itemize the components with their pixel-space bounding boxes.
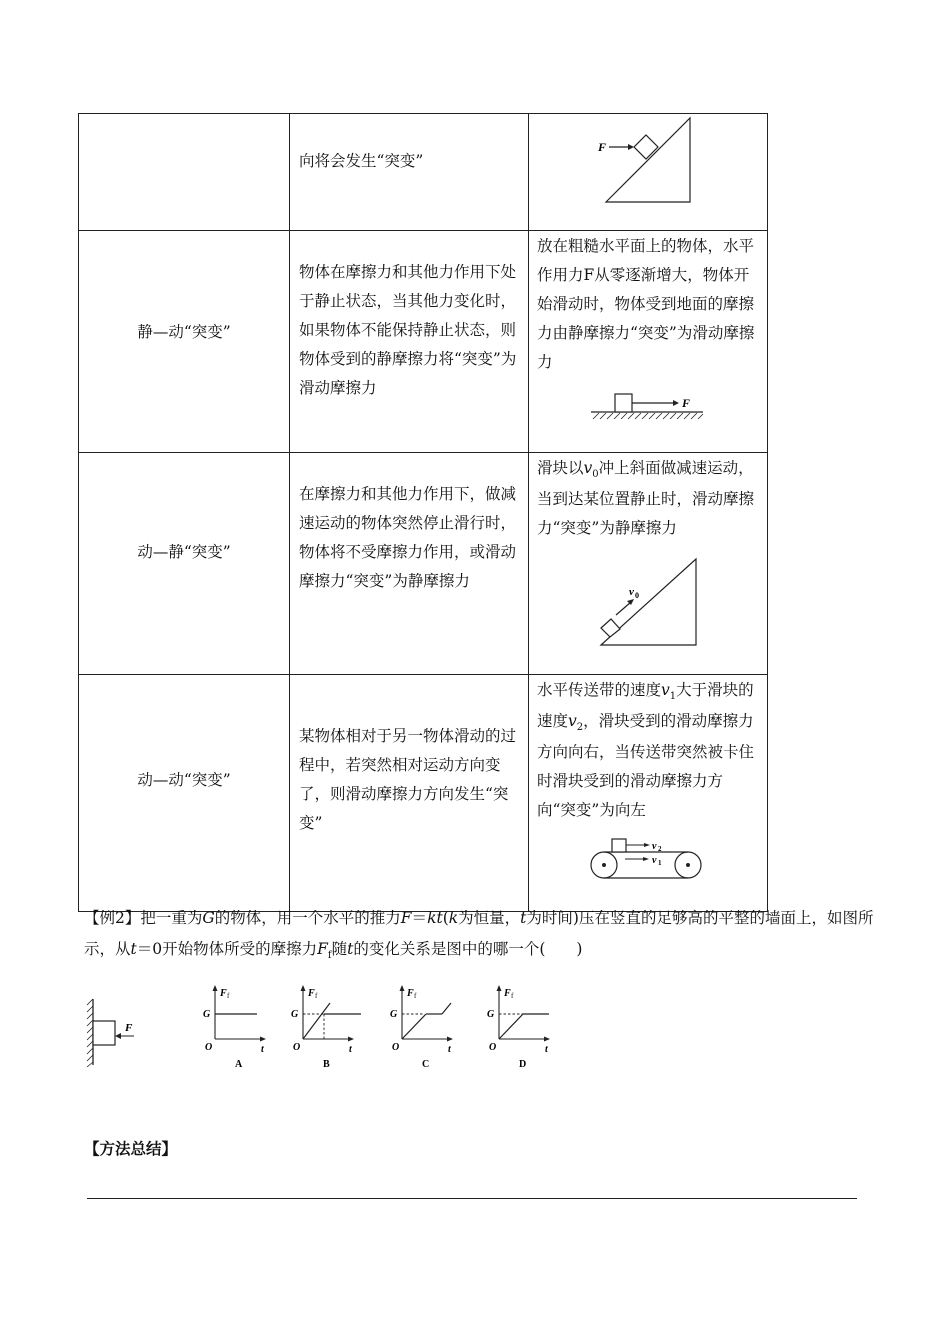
friction-jump-table: [78, 113, 768, 912]
velocity-label: v: [652, 841, 657, 852]
row-example-cell: [529, 114, 768, 231]
block-shape: [93, 1021, 115, 1045]
wall-push-figure: [86, 997, 146, 1069]
incline-push-figure: [589, 116, 729, 204]
conveyor-belt-figure: [587, 835, 717, 887]
row-label-cell: [79, 114, 290, 231]
example-2-text: 【例2】把一重为G的物体，用一个水平的推力F＝kt(k为恒量，t为时间)压在竖直的足够高的平整的墙面上，如图所示，从t＝0开始物体所受的摩擦力$F_f$随t的变化关系是图中的哪一个( ): [84, 909, 874, 961]
svg-text:O: O: [205, 1042, 213, 1053]
method-summary-title: 【方法总结】: [84, 1140, 178, 1158]
block-shape: [634, 135, 658, 159]
svg-text:G: G: [291, 1009, 299, 1020]
svg-text:2: 2: [658, 845, 662, 853]
svg-text:F: F: [504, 988, 511, 999]
option-label: C: [422, 1059, 430, 1069]
velocity-label: v: [652, 855, 657, 866]
table-row: [79, 231, 768, 453]
force-label: F: [598, 140, 607, 154]
row-example-cell: [529, 453, 768, 675]
svg-text:F: F: [220, 988, 227, 999]
svg-text:G: G: [203, 1009, 211, 1020]
svg-text:G: G: [390, 1009, 398, 1020]
row-label-cell: [79, 231, 290, 453]
row-description-cell: [290, 453, 529, 675]
answer-line[interactable]: [87, 1198, 857, 1199]
row-label-cell: [79, 675, 290, 912]
velocity-label: v: [629, 586, 634, 598]
block-shape: [612, 839, 626, 852]
option-label: B: [323, 1059, 330, 1069]
svg-text:G: G: [487, 1009, 495, 1020]
svg-text:O: O: [293, 1042, 301, 1053]
graph-option-c: [386, 983, 466, 1069]
svg-text:f: f: [227, 992, 230, 1000]
block-on-ground-figure: [591, 386, 721, 426]
svg-text:f: f: [511, 992, 514, 1000]
row-description-cell: [290, 114, 529, 231]
table-row: [79, 453, 768, 675]
svg-text:1: 1: [658, 859, 662, 867]
block-up-incline-figure: [591, 553, 721, 649]
row-description: 在摩擦力和其他力作用下，做减速运动的物体突然停止滑行时，物体将不受摩擦力作用，或滑动摩擦力“突变”为静摩擦力: [299, 485, 517, 590]
svg-text:F: F: [308, 988, 315, 999]
svg-text:f: f: [315, 992, 318, 1000]
svg-text:O: O: [489, 1042, 497, 1053]
row-description: 向将会发生“突变”: [299, 152, 424, 170]
row-description-cell: [290, 675, 529, 912]
graph-option-b: [287, 983, 367, 1069]
table-row: [79, 114, 768, 231]
row-label: 静—动“突变”: [137, 323, 231, 341]
row-example-cell: [529, 231, 768, 453]
row-example: 水平传送带的速度$v_1$大于滑块的速度$v_2$，滑块受到的滑动摩擦力方向向右，当传送带突然被卡住时滑块受到的滑动摩擦力方向“突变”为向左: [537, 681, 755, 819]
graph-option-a: [199, 983, 279, 1069]
block-shape: [615, 394, 632, 412]
svg-text:t: t: [349, 1044, 352, 1055]
svg-text:t: t: [261, 1044, 264, 1055]
svg-text:O: O: [392, 1042, 400, 1053]
row-label: 动—静“突变”: [137, 543, 231, 561]
svg-text:t: t: [448, 1044, 451, 1055]
option-label: A: [235, 1059, 243, 1069]
row-description: 某物体相对于另一物体滑动的过程中，若突然相对运动方向变了，则滑动摩擦力方向发生“突变”: [299, 727, 517, 832]
svg-text:f: f: [414, 992, 417, 1000]
svg-text:t: t: [545, 1044, 548, 1055]
graph-option-d: [483, 983, 563, 1069]
row-label: 动—动“突变”: [137, 771, 231, 789]
table-row: [79, 675, 768, 912]
row-example: 滑块以$v_0$冲上斜面做减速运动，当到达某位置静止时，滑动摩擦力“突变”为静摩擦力: [537, 459, 755, 537]
svg-text:0: 0: [635, 591, 639, 600]
row-description: 物体在摩擦力和其他力作用下处于静止状态，当其他力变化时，如果物体不能保持静止状态，则物体受到的静摩擦力将“突变”为滑动摩擦力: [299, 263, 517, 397]
svg-text:F: F: [407, 988, 414, 999]
block-shape: [601, 619, 620, 637]
force-label: F: [682, 396, 691, 410]
force-label: F: [125, 1022, 133, 1034]
option-label: D: [519, 1059, 527, 1069]
row-example-cell: [529, 675, 768, 912]
row-description-cell: [290, 231, 529, 453]
row-label-cell: [79, 453, 290, 675]
row-example: 放在粗糙水平面上的物体，水平作用力F从零逐渐增大，物体开始滑动时，物体受到地面的摩擦力由静摩擦力“突变”为滑动摩擦力: [537, 237, 755, 371]
